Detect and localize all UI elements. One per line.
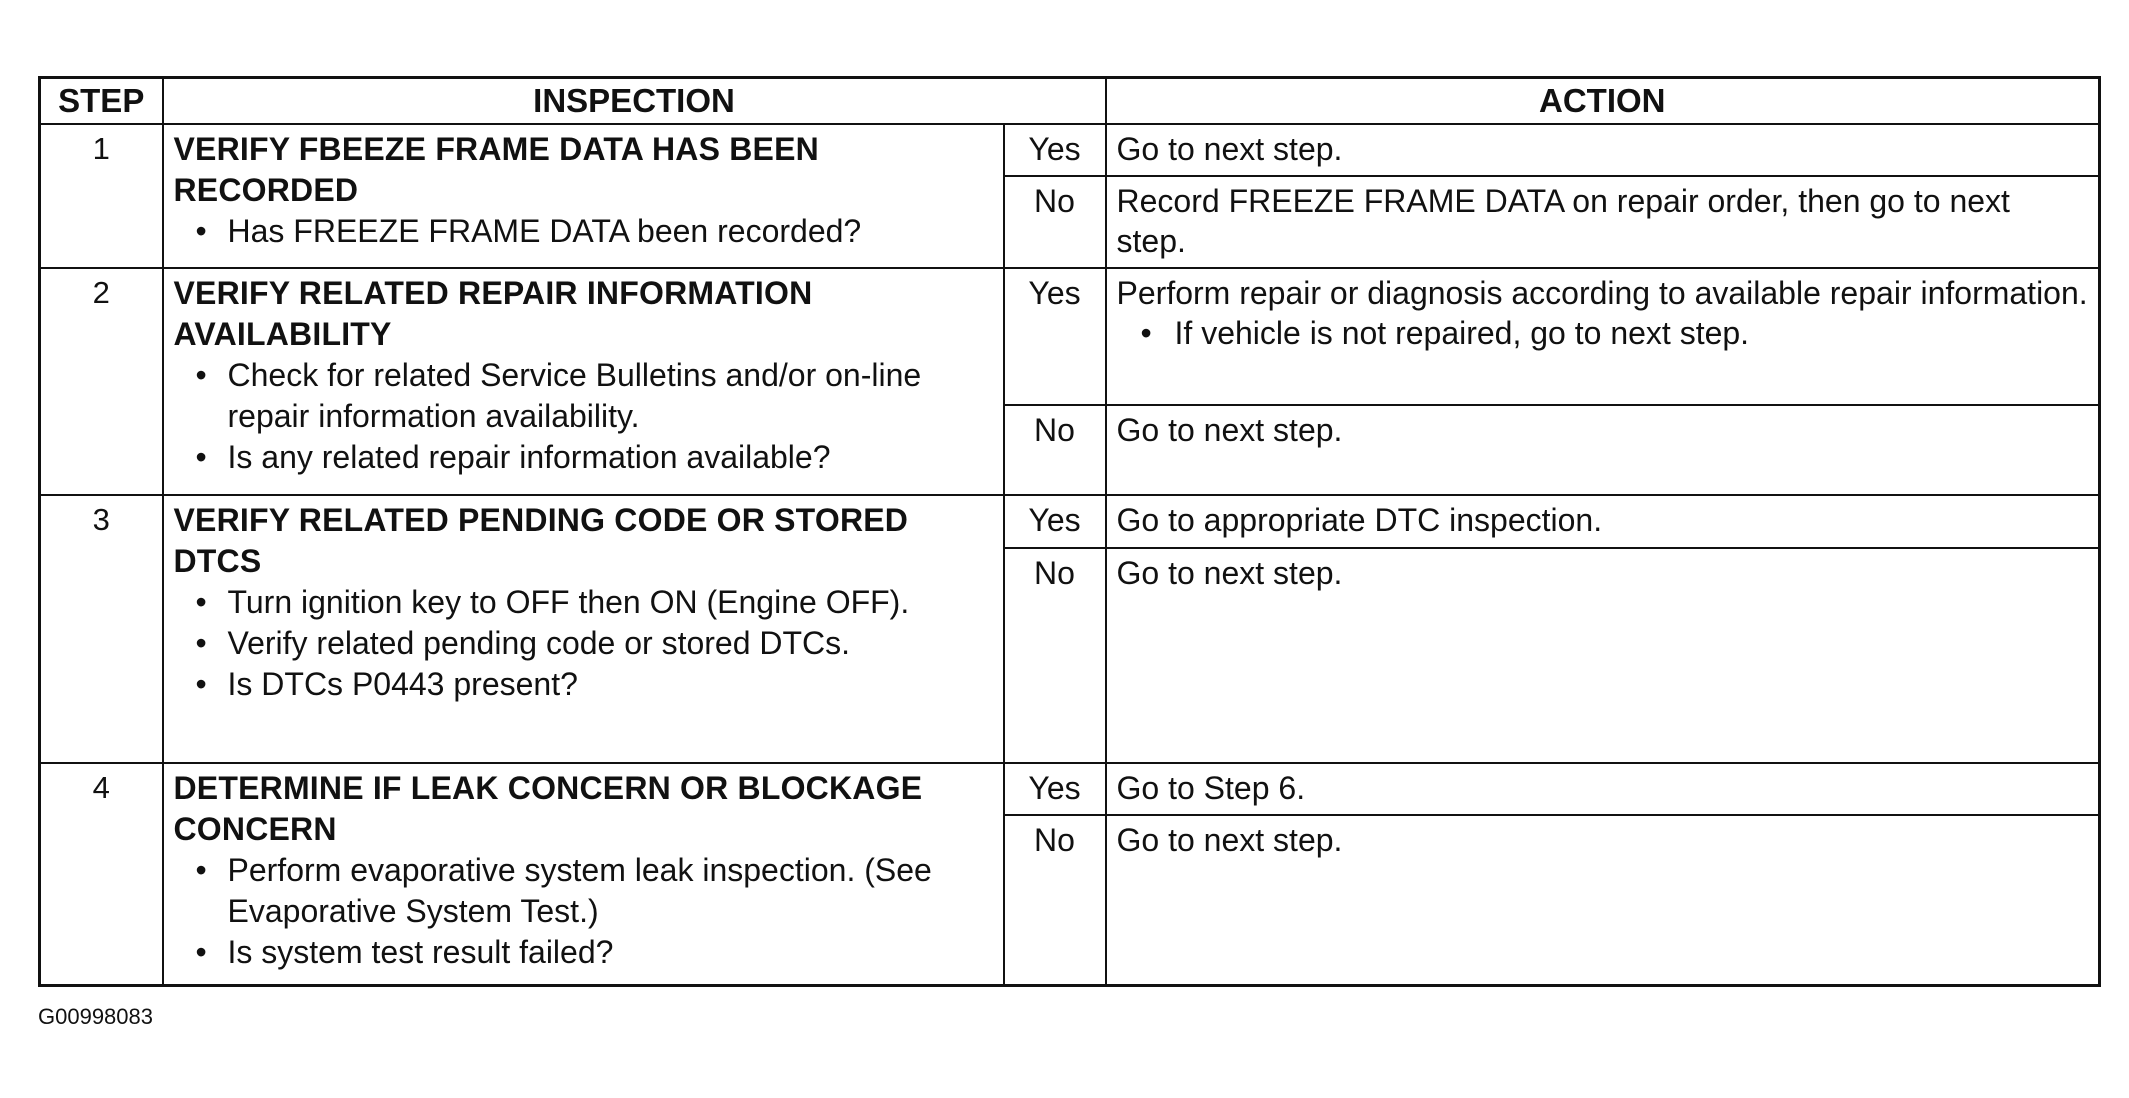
inspection-cell — [163, 763, 1004, 985]
no-action: Record FREEZE FRAME DATA on repair order, then go to next step. — [1106, 176, 2100, 268]
inspection-cell — [163, 495, 1004, 763]
header-inspection: INSPECTION — [163, 78, 1106, 125]
step-row-yes — [40, 495, 2100, 548]
action-bullets — [1117, 313, 2089, 353]
header-row — [40, 78, 2100, 125]
action-bullet: • If vehicle is not repaired, go to next step. — [1117, 313, 2089, 353]
step-number: 3 — [40, 495, 163, 763]
inspection-title: VERIFY FBEEZE FRAME DATA HAS BEEN RECORDED — [173, 131, 819, 208]
inspection-bullet: • Is system test result failed? — [174, 932, 993, 973]
no-action: Go to next step. — [1106, 815, 2100, 985]
header-action: ACTION — [1106, 78, 2100, 125]
yes-action-text: Go to Step 6. — [1116, 770, 1306, 806]
yes-label: Yes — [1004, 763, 1106, 815]
table-body — [40, 124, 2100, 985]
step-number: 4 — [40, 763, 163, 985]
step-number: 2 — [40, 268, 163, 495]
step-row-yes — [40, 268, 2100, 405]
inspection-title: DETERMINE IF LEAK CONCERN OR BLOCKAGE CONCERN — [173, 770, 923, 847]
no-label: No — [1004, 548, 1106, 763]
step-row-yes — [40, 763, 2100, 815]
step-row-yes — [40, 124, 2100, 176]
yes-action-text: Perform repair or diagnosis according to available repair information. — [1116, 275, 2088, 311]
diagnostic-table — [38, 76, 2101, 987]
yes-action — [1106, 495, 2100, 548]
figure-id: G00998083 — [38, 1004, 153, 1029]
no-label: No — [1004, 405, 1106, 495]
inspection-bullets — [174, 850, 993, 973]
inspection-title: VERIFY RELATED REPAIR INFORMATION AVAILABILITY — [173, 275, 813, 352]
yes-label: Yes — [1004, 495, 1106, 548]
no-label: No — [1004, 176, 1106, 268]
inspection-cell — [163, 268, 1004, 495]
inspection-bullet: • Is DTCs P0443 present? — [174, 664, 993, 705]
step-number: 1 — [40, 124, 163, 268]
inspection-bullet: • Is any related repair information available? — [174, 437, 993, 478]
inspection-bullet: • Check for related Service Bulletins and/or on-line repair information availability. — [174, 355, 993, 437]
yes-label: Yes — [1004, 124, 1106, 176]
yes-action-text: Go to appropriate DTC inspection. — [1116, 502, 1603, 538]
inspection-bullet: • Perform evaporative system leak inspection. (See Evaporative System Test.) — [174, 850, 993, 932]
yes-action — [1106, 124, 2100, 176]
inspection-title: VERIFY RELATED PENDING CODE OR STORED DTCS — [173, 502, 909, 579]
yes-action — [1106, 763, 2100, 815]
inspection-bullet: • Verify related pending code or stored DTCs. — [174, 623, 993, 664]
inspection-bullets — [174, 355, 993, 478]
no-label: No — [1004, 815, 1106, 985]
inspection-bullets — [174, 211, 993, 252]
yes-label: Yes — [1004, 268, 1106, 405]
yes-action — [1106, 268, 2100, 405]
inspection-bullets — [174, 582, 993, 705]
inspection-cell — [163, 124, 1004, 268]
header-step: STEP — [40, 78, 163, 125]
no-action: Go to next step. — [1106, 405, 2100, 495]
no-action: Go to next step. — [1106, 548, 2100, 763]
inspection-bullet: • Turn ignition key to OFF then ON (Engine OFF). — [174, 582, 993, 623]
inspection-bullet: • Has FREEZE FRAME DATA been recorded? — [174, 211, 993, 252]
yes-action-text: Go to next step. — [1116, 131, 1343, 167]
